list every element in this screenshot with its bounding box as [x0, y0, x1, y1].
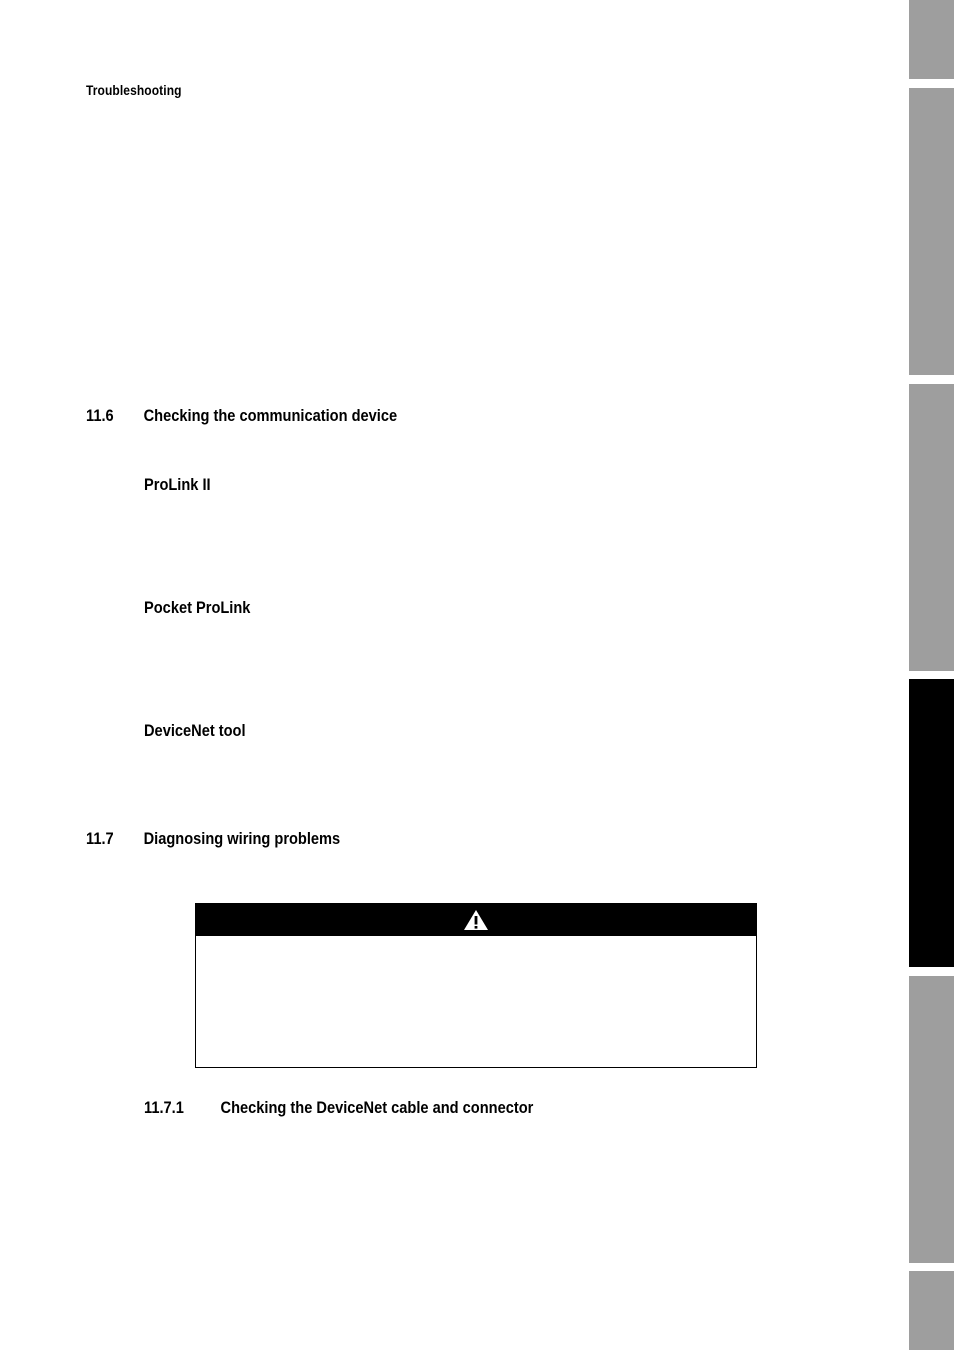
warning-bar	[196, 904, 756, 936]
chapter-tab-5	[909, 976, 954, 1263]
chapter-thumb-tabs	[909, 0, 954, 1350]
chapter-tab-3	[909, 384, 954, 671]
subheading-prolink-ii: ProLink II	[144, 475, 211, 494]
section-number: 11.7	[86, 829, 114, 848]
warning-triangle-icon	[463, 909, 489, 931]
subsection-heading-11-7-1	[144, 1098, 533, 1118]
section-number: 11.6	[86, 406, 114, 425]
running-header: Troubleshooting	[86, 82, 182, 98]
subheading-devicenet-tool: DeviceNet tool	[144, 721, 246, 740]
chapter-tab-active	[909, 679, 954, 967]
subheading-pocket-prolink: Pocket ProLink	[144, 598, 251, 617]
section-heading-11-6	[86, 406, 397, 426]
subsection-number: 11.7.1	[144, 1098, 184, 1117]
chapter-tab-2	[909, 88, 954, 375]
section-title: Checking the communication device	[143, 406, 398, 425]
chapter-tab-1	[909, 0, 954, 79]
subsection-title: Checking the DeviceNet cable and connector	[220, 1098, 534, 1117]
section-title: Diagnosing wiring problems	[143, 829, 341, 848]
warning-box	[195, 903, 757, 1068]
chapter-tab-6	[909, 1271, 954, 1350]
section-heading-11-7	[86, 829, 340, 849]
